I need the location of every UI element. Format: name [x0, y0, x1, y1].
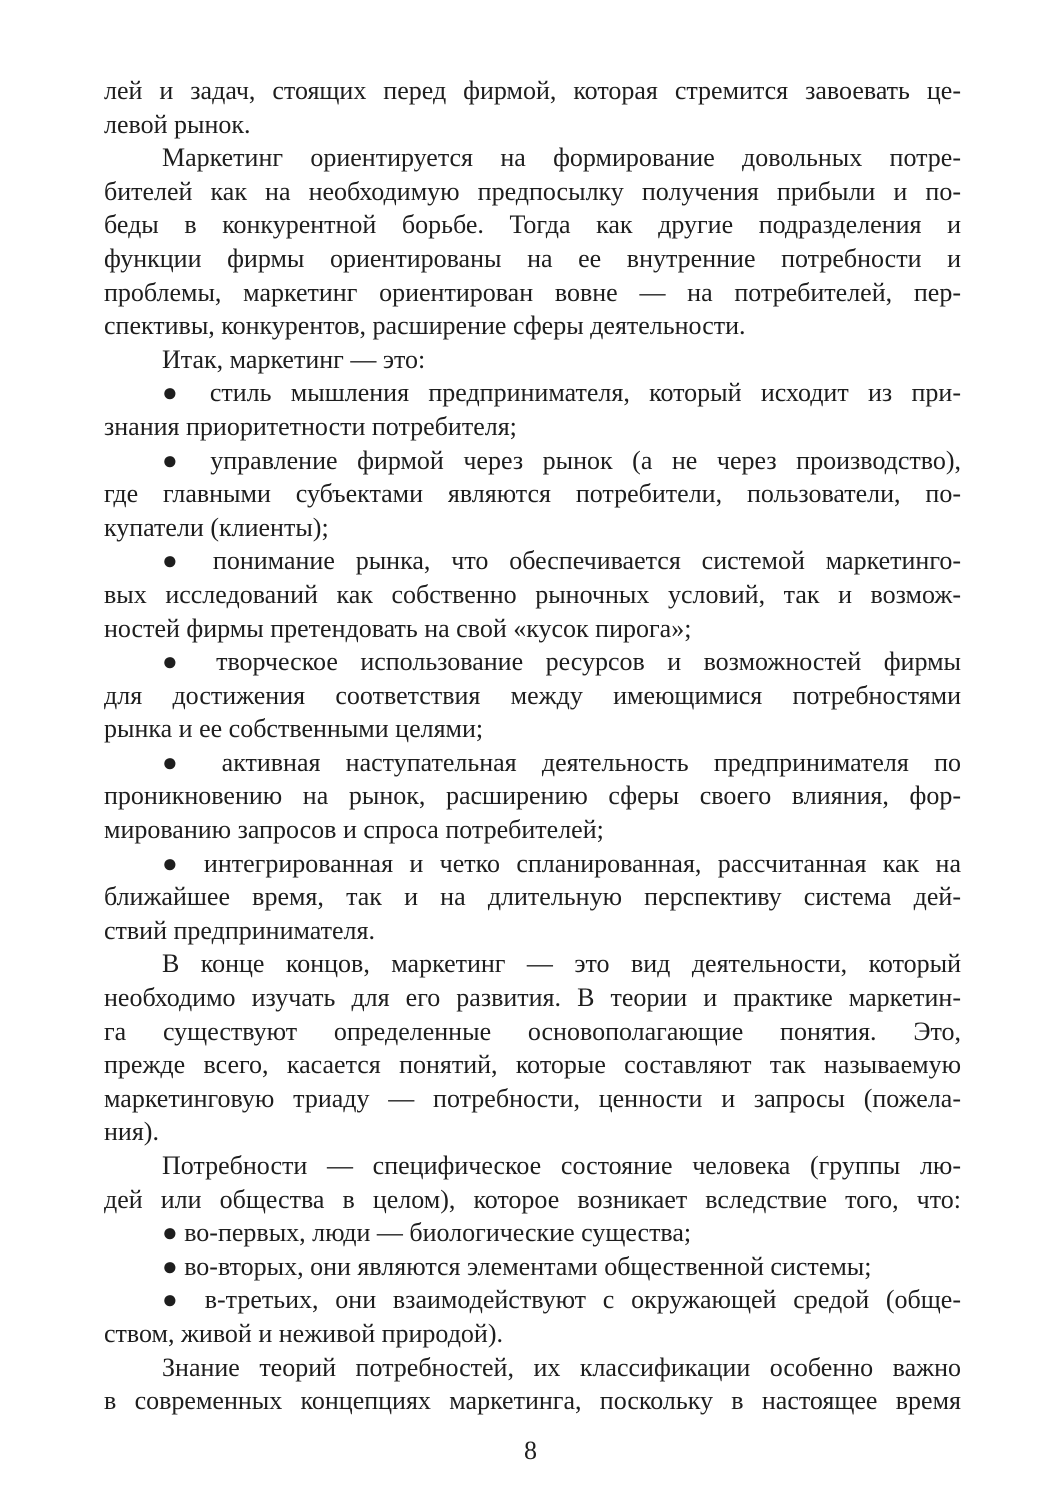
text-line: проникновению на рынок, расширению сферы своего влияния, фор-	[104, 781, 961, 811]
text-line: для достижения соответствия между имеющимися потребностями	[104, 680, 961, 710]
text-line: ● во-вторых, они являются элементами общественной системы;	[162, 1251, 872, 1281]
text-line: Маркетинг ориентируется на формирование довольных потре-	[162, 143, 961, 173]
text-line: ния).	[104, 1117, 159, 1147]
text-line: мированию запросов и спроса потребителей;	[104, 815, 604, 845]
text-line: проблемы, маркетинг ориентирован вовне — на потребителей, пер-	[104, 277, 961, 307]
text-line: Потребности — специфическое состояние человека (группы лю-	[162, 1151, 961, 1180]
text-line: купатели (клиенты);	[104, 512, 329, 542]
text-line: ● активная наступательная деятельность предпринимателя по	[162, 747, 961, 777]
text-line: ● во-первых, люди — биологические существа;	[162, 1218, 692, 1248]
text-line: маркетинговую триаду — потребности, ценности и запросы (пожела-	[104, 1083, 961, 1113]
text-line: ностей фирмы претендовать на свой «кусок пирога»;	[104, 613, 692, 643]
text-line: прежде всего, касается понятий, которые составляют так называемую	[104, 1050, 961, 1080]
text-line: ствий предпринимателя.	[104, 915, 375, 945]
text-line: ● стиль мышления предпринимателя, который исходит из при-	[162, 378, 961, 408]
text-line: лей и задач, стоящих перед фирмой, которая стремится завоевать це-	[104, 76, 961, 105]
text-line: ● творческое использование ресурсов и возможностей фирмы	[162, 647, 961, 677]
text-line: дей или общества в целом), которое возникает вследствие того, что:	[104, 1184, 961, 1214]
text-line: необходимо изучать для его развития. В теории и практике маркетин-	[104, 983, 961, 1013]
text-line: ● в-третьих, они взаимодействуют с окружающей средой (обще-	[162, 1285, 961, 1315]
text-line: Итак, маркетинг — это:	[162, 344, 426, 374]
text-line: бителей как на необходимую предпосылку получения прибыли и по-	[104, 176, 961, 206]
text-line: В конце концов, маркетинг — это вид деятельности, который	[162, 949, 961, 979]
body-text	[104, 74, 961, 1418]
text-line: ством, живой и неживой природой).	[104, 1318, 503, 1348]
text-line: в современных концепциях маркетинга, поскольку в настоящее время	[104, 1386, 961, 1416]
text-line: знания приоритетности потребителя;	[104, 411, 517, 441]
text-line: ● понимание рынка, что обеспечивается системой маркетинго-	[162, 546, 961, 576]
page-number: 8	[524, 1436, 537, 1465]
text-line: га существуют определенные основополагающие понятия. Это,	[104, 1016, 961, 1046]
text-line: ● интегрированная и четко спланированная, рассчитанная как на	[162, 848, 961, 878]
text-line: где главными субъектами являются потребители, пользователи, по-	[104, 479, 961, 509]
text-line: ● управление фирмой через рынок (а не через производство),	[162, 445, 961, 475]
text-line: спективы, конкурентов, расширение сферы деятельности.	[104, 311, 746, 341]
text-line: функции фирмы ориентированы на ее внутренние потребности и	[104, 243, 961, 273]
text-line: левой рынок.	[104, 109, 251, 139]
text-line: Знание теорий потребностей, их классификации особенно важно	[162, 1352, 961, 1382]
text-line: рынка и ее собственными целями;	[104, 714, 484, 744]
text-line: вых исследований как собственно рыночных условий, так и возмож-	[104, 579, 961, 609]
text-line: ближайшее время, так и на длительную перспективу система дей-	[104, 882, 961, 912]
text-line: беды в конкурентной борьбе. Тогда как другие подразделения и	[104, 210, 961, 240]
